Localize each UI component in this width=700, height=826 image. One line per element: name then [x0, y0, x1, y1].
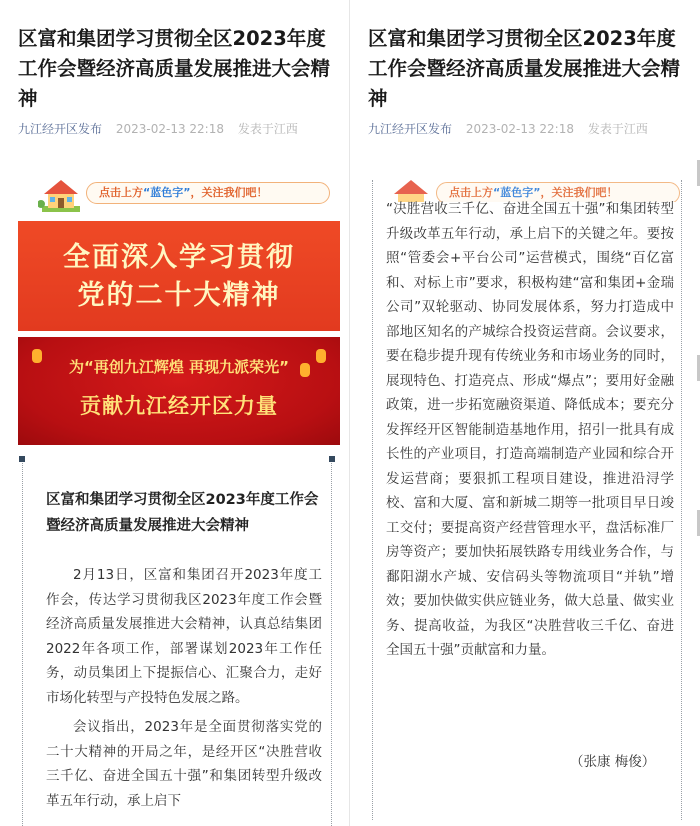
paragraph: 2月13日，区富和集团召开2023年度工作会，传达学习贯彻我区2023年度工作会暨经济高质量发展推进大会精神，认真总结集团2022年各项工作，部署谋划2023年工作任务，动员集团上下提振信心、汇聚合力，走好市场化转型与产投特色发展之路。 [46, 567, 322, 706]
follow-highlight: “蓝色字” [143, 186, 191, 199]
lantern-icon [300, 363, 310, 377]
paragraph: “决胜营收三千亿、奋进全国五十强”和集团转型升级改革五年行动，承上启下的关键之年。要按照“管委会+平台公司”运营模式，围绕“百亿富和、对标上市”要求，积极构建“富和集团+金瑞公司”双轮驱动、协同发展体系，努力打造成中部地区知名的产城综合投资运营商。会议要求，要在稳步提升现有传统业务和市场业务的同时，展现特色、打造亮点、形成“爆点”；要用好金融政策，进一步拓宽融资渠道、降低成本；要充分发挥经开区智能制造基地作用，招引一批具有成长性的产业项目，打造高端制造产业园和综合开发运营商；要狠抓工程项目建设，推进沿浔学校、富和大厦、富和新城二期等一批项目早日竣工交付；要提高资产经营管理水平，盘活标准厂房等资产；要加快拓展铁路专用线业务合作，与鄱阳湖水产城、安信码头等物流项目“并轨”增效；要加快做实供应链业务，做大总量、做实业务、提高收益，为我区“决胜营收三千亿、奋进全国五十强”贡献富和力量。 [386, 201, 674, 658]
follow-prefix: 点击上方 [449, 186, 493, 199]
publish-time: 2023-02-13 22:18 [465, 122, 574, 136]
follow-prefix: 点击上方 [99, 186, 143, 199]
house-icon [38, 176, 84, 216]
article-meta [18, 120, 298, 137]
publish-time: 2023-02-13 22:18 [115, 122, 224, 136]
lantern-icon [32, 349, 42, 363]
lantern-icon [316, 349, 326, 363]
frame-corner [19, 456, 25, 462]
banner1-line1: 全面深入学习贯彻 [63, 242, 295, 273]
frame-corner [329, 456, 335, 462]
article-title: 区富和集团学习贯彻全区2023年度工作会暨经济高质量发展推进大会精神 [18, 27, 331, 110]
banner-study-spirit [18, 221, 340, 331]
source-link[interactable]: 九江经开区发布 [18, 122, 103, 136]
content-subtitle: 区富和集团学习贯彻全区2023年度工作会暨经济高质量发展推进大会精神 [46, 492, 319, 534]
article-meta [368, 120, 648, 137]
article-body-right [386, 197, 674, 663]
source-link[interactable]: 九江经开区发布 [368, 122, 453, 136]
follow-banner[interactable] [32, 172, 332, 218]
follow-suffix: ，关注我们吧！ [190, 186, 268, 199]
right-screen [350, 0, 700, 826]
follow-pill[interactable] [86, 182, 330, 204]
publish-location: 发表于江西 [237, 122, 298, 136]
paragraph: 会议指出，2023年是全面贯彻落实党的二十大精神的开局之年，是经开区“决胜营收三千亿、奋进全国五十强”和集团转型升级改革五年行动，承上启下 [46, 719, 322, 809]
author-credit: （张康 梅俊） [570, 754, 656, 770]
banner1-line2: 党的二十大精神 [77, 280, 281, 311]
follow-highlight: “蓝色字” [493, 186, 541, 199]
article-title: 区富和集团学习贯彻全区2023年度工作会暨经济高质量发展推进大会精神 [368, 27, 681, 110]
banner-contribute [18, 337, 340, 445]
article-body-left [46, 563, 322, 818]
banner2-line2: 贡献九江经开区力量 [80, 394, 278, 418]
follow-suffix: ，关注我们吧！ [540, 186, 618, 199]
banner2-line1: 为“再创九江辉煌 再现九派荣光” [69, 358, 289, 376]
publish-location: 发表于江西 [587, 122, 648, 136]
